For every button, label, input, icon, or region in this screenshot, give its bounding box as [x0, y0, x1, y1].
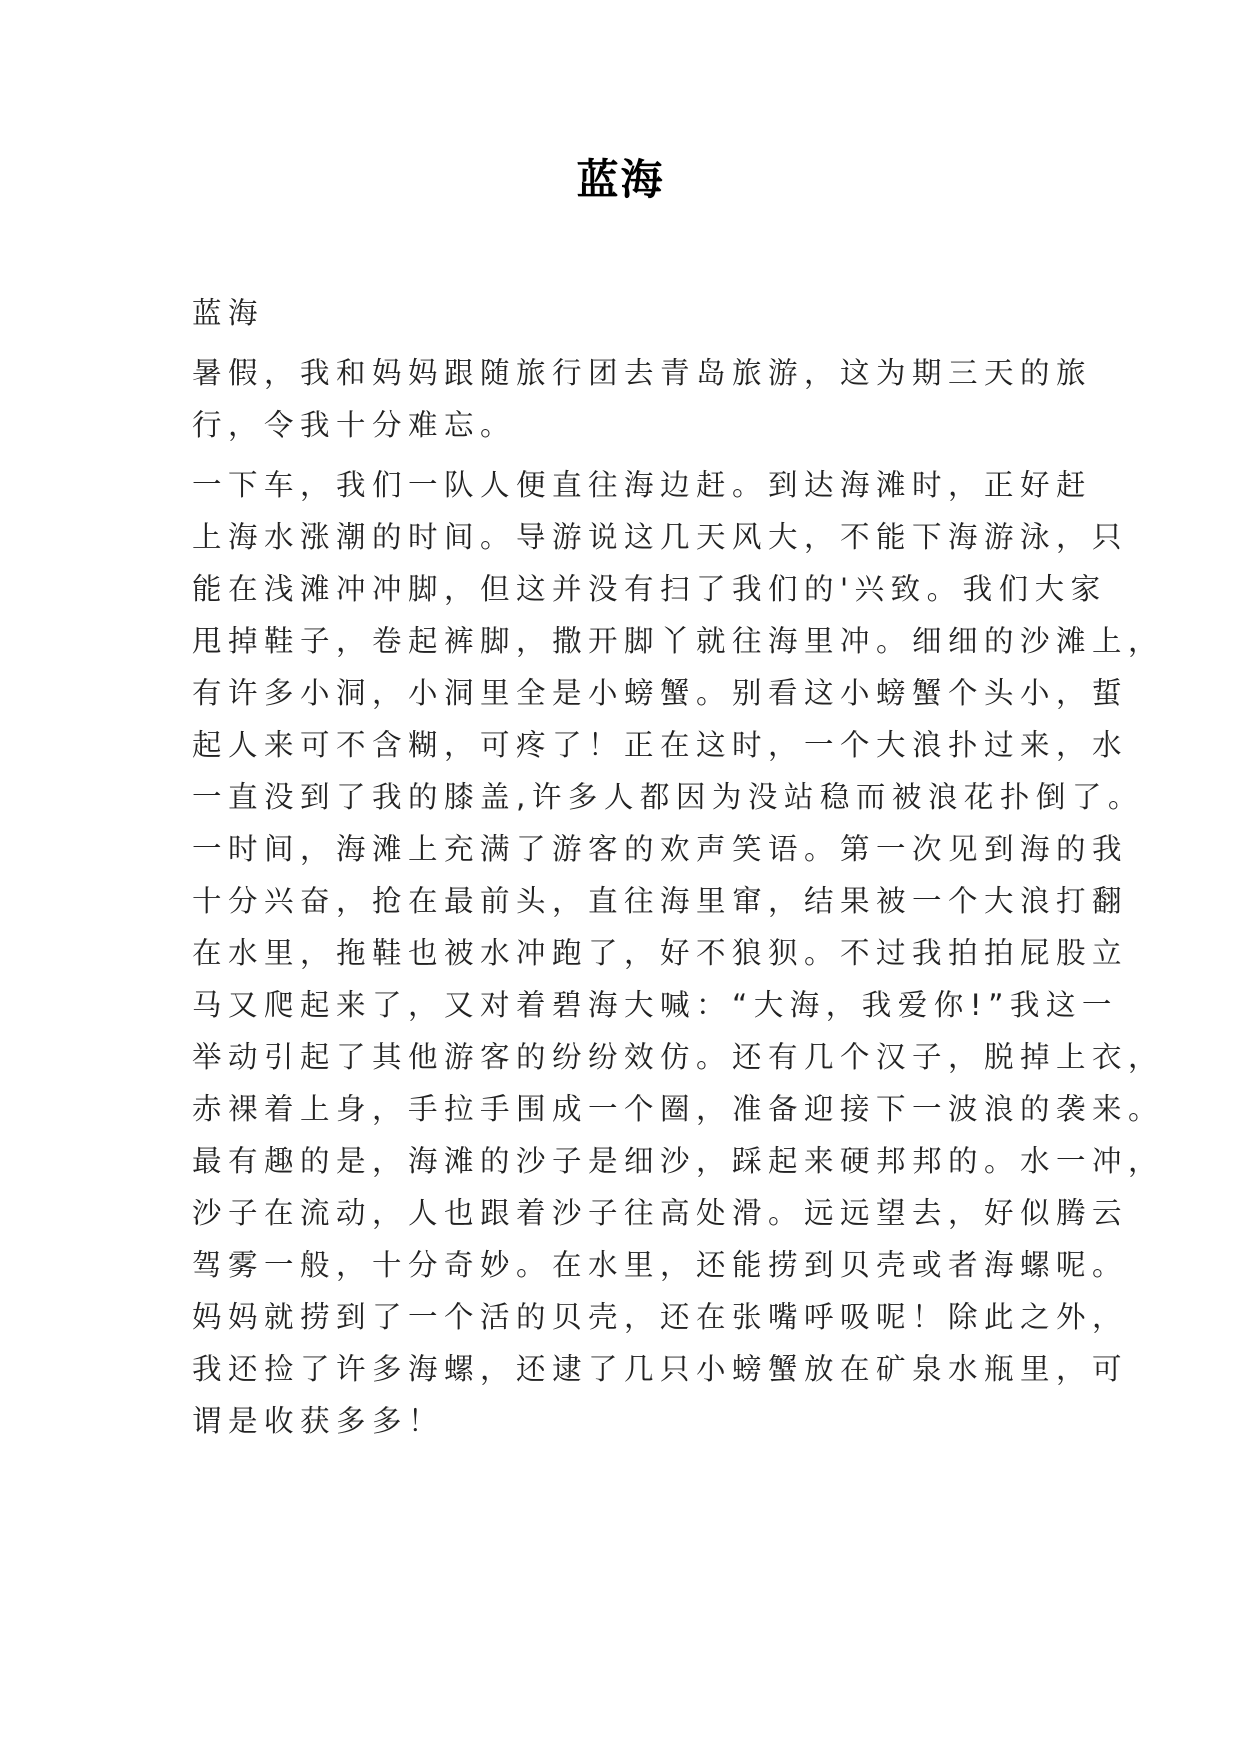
- body-line: 能在浅滩冲冲脚，但这并没有扫了我们的'兴致。我们大家: [192, 572, 1107, 606]
- document-title: 蓝海: [576, 155, 665, 204]
- body-line: 十分兴奋，抢在最前头，直往海里窜，结果被一个大浪打翻: [192, 884, 1129, 918]
- body-line: 暑假，我和妈妈跟随旅行团去青岛旅游，这为期三天的旅: [192, 356, 1093, 390]
- document-body: [192, 287, 1165, 1447]
- body-line: 谓是收获多多！: [192, 1404, 445, 1438]
- body-line: 一下车，我们一队人便直往海边赶。到达海滩时，正好赶: [192, 468, 1093, 502]
- body-line: 行，令我十分难忘。: [192, 408, 517, 442]
- body-line: 起人来可不含糊，可疼了！正在这时，一个大浪扑过来，水: [192, 728, 1129, 762]
- body-line: 赤裸着上身，手拉手围成一个圈，准备迎接下一波浪的袭来。: [192, 1092, 1165, 1126]
- body-line: 妈妈就捞到了一个活的贝壳，还在张嘴呼吸呢！除此之外，: [192, 1300, 1129, 1334]
- body-line: 蓝海: [192, 296, 265, 330]
- body-line: 沙子在流动，人也跟着沙子往高处滑。远远望去，好似腾云: [192, 1196, 1129, 1230]
- body-line: 我还捡了许多海螺，还逮了几只小螃蟹放在矿泉水瓶里，可: [192, 1352, 1129, 1386]
- body-line: 有许多小洞，小洞里全是小螃蟹。别看这小螃蟹个头小，蜇: [192, 676, 1129, 710]
- body-line: 最有趣的是，海滩的沙子是细沙，踩起来硬邦邦的。水一冲，: [192, 1144, 1165, 1178]
- body-line: 驾雾一般，十分奇妙。在水里，还能捞到贝壳或者海螺呢。: [192, 1248, 1129, 1282]
- body-line: 甩掉鞋子，卷起裤脚，撒开脚丫就往海里冲。细细的沙滩上，: [192, 624, 1165, 658]
- body-line: 上海水涨潮的时间。导游说这几天风大，不能下海游泳，只: [192, 520, 1129, 554]
- body-line: 在水里，拖鞋也被水冲跑了，好不狼狈。不过我拍拍屁股立: [192, 936, 1129, 970]
- body-line: 一直没到了我的膝盖,许多人都因为没站稳而被浪花扑倒了。: [192, 780, 1144, 814]
- body-line: 一时间，海滩上充满了游客的欢声笑语。第一次见到海的我: [192, 832, 1129, 866]
- body-line: 举动引起了其他游客的纷纷效仿。还有几个汉子，脱掉上衣，: [192, 1040, 1165, 1074]
- body-line: 马又爬起来了，又对着碧海大喊：“大海，我爱你!”我这一: [192, 988, 1118, 1022]
